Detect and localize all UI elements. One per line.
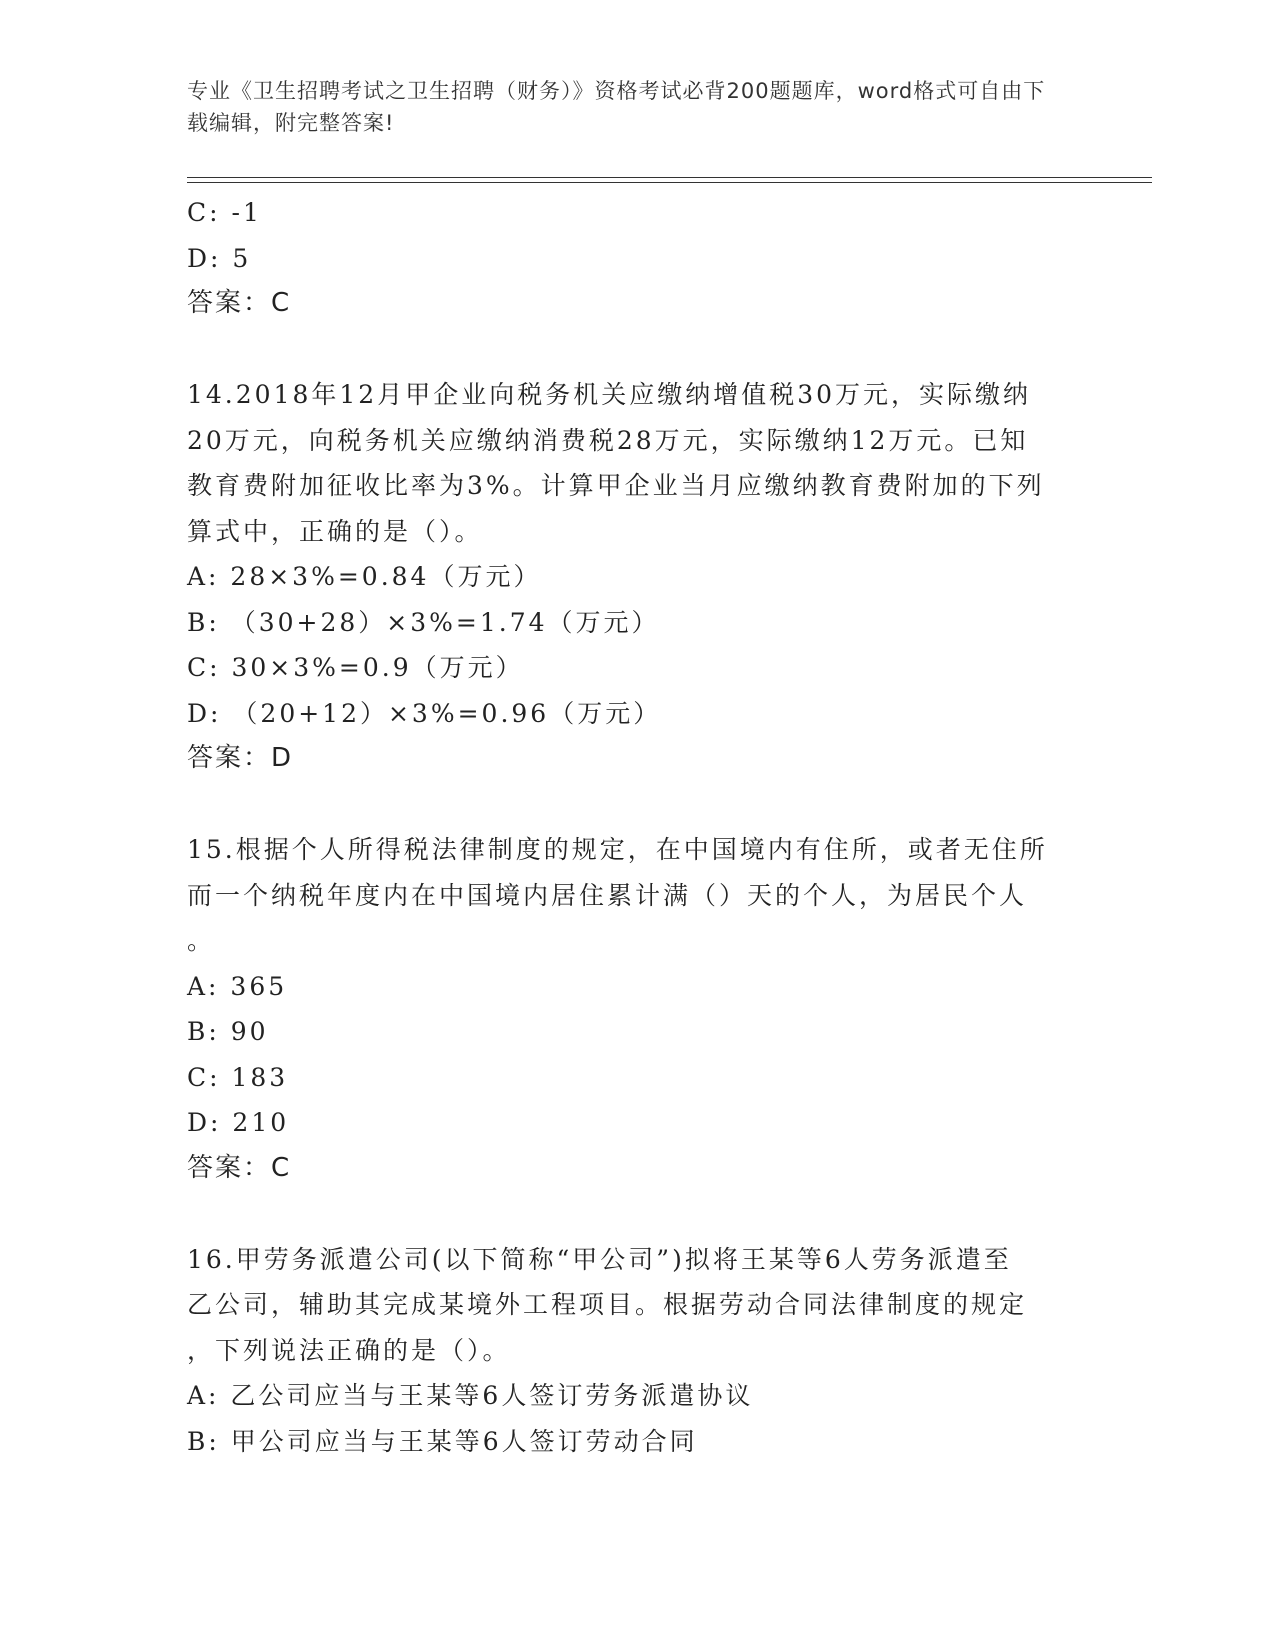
question-text-line: 。 bbox=[187, 926, 216, 955]
question-16 bbox=[187, 1237, 1087, 1465]
question-15 bbox=[187, 827, 1087, 1191]
option-a: A: 365 bbox=[187, 971, 288, 1001]
option-a: A: 28×3%=0.84（万元） bbox=[187, 562, 542, 591]
question-text-line: 15.根据个人所得税法律制度的规定，在中国境内有住所，或者无住所 bbox=[187, 835, 1048, 864]
header-rule-bottom bbox=[187, 182, 1152, 183]
question-fragment bbox=[187, 190, 1087, 327]
question-text-line: ，下列说法正确的是（）。 bbox=[187, 1335, 511, 1365]
header-title: 专业《卫生招聘考试之卫生招聘（财务）》资格考试必背200题题库，word格式可自由下载编辑，附完整答案! bbox=[187, 79, 1046, 135]
document-header bbox=[187, 75, 1067, 139]
question-text-line: 而一个纳税年度内在中国境内居住累计满（）天的个人，为居民个人 bbox=[187, 880, 1028, 910]
option-b: B: （30+28）×3%=1.74（万元） bbox=[187, 607, 660, 637]
answer-line: 答案：C bbox=[187, 288, 292, 318]
option-d: D: 5 bbox=[187, 243, 252, 273]
question-text-line: 16.甲劳务派遣公司(以下简称“甲公司”)拟将王某等6人劳务派遣至 bbox=[187, 1244, 1012, 1274]
question-list bbox=[187, 190, 1087, 1464]
option-c: C: 183 bbox=[187, 1062, 289, 1092]
option-c: C: 30×3%=0.9（万元） bbox=[187, 653, 524, 682]
question-text-line: 乙公司，辅助其完成某境外工程项目。根据劳动合同法律制度的规定 bbox=[187, 1290, 1028, 1319]
answer-line: 答案：C bbox=[187, 1152, 292, 1183]
option-d: D: （20+12）×3%=0.96（万元） bbox=[187, 698, 662, 728]
header-rule-top bbox=[187, 177, 1152, 178]
question-text-line: 20万元，向税务机关应缴纳消费税28万元，实际缴纳12万元。已知 bbox=[187, 425, 1029, 455]
question-14 bbox=[187, 372, 1087, 782]
option-b: B: 90 bbox=[187, 1017, 269, 1046]
option-b: B: 甲公司应当与王某等6人签订劳动合同 bbox=[187, 1426, 698, 1456]
option-a: A: 乙公司应当与王某等6人签订劳务派遣协议 bbox=[187, 1381, 754, 1410]
question-text-line: 算式中，正确的是（）。 bbox=[187, 516, 483, 546]
option-d: D: 210 bbox=[187, 1108, 290, 1137]
question-text-line: 教育费附加征收比率为3%。计算甲企业当月应缴纳教育费附加的下列 bbox=[187, 471, 1045, 500]
answer-line: 答案：D bbox=[187, 743, 294, 773]
option-c: C: -1 bbox=[187, 198, 262, 227]
question-text-line: 14.2018年12月甲企业向税务机关应缴纳增值税30万元，实际缴纳 bbox=[187, 380, 1032, 409]
